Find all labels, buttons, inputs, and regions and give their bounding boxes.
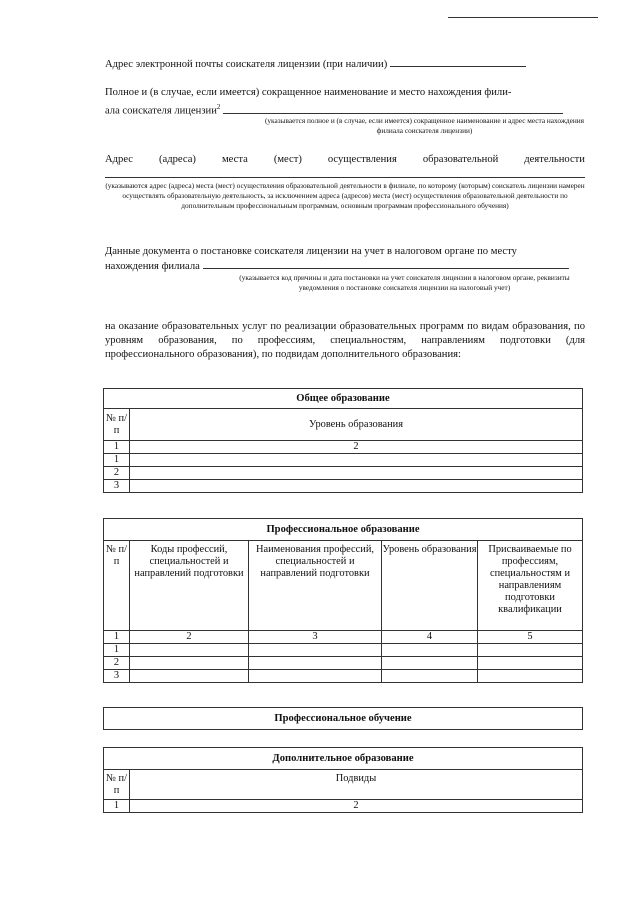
prof-num-cell: 4 [382,631,478,644]
general-education-table [103,388,583,493]
email-row [105,56,585,72]
prof-col-qualifications: Присваиваемые по профессиям, специальностям и направлениям подготовки квалификации [478,541,583,631]
prof-cell[interactable] [130,657,249,670]
footnote-mark: 2 [216,103,221,111]
prof-number-row [104,631,583,644]
row-number: 2 [104,657,130,670]
row-number: 1 [104,644,130,657]
general-level-cell[interactable] [130,454,583,467]
prof-col-num: № п/п [104,541,130,631]
address-word-2: (адреса) [159,154,196,165]
table-row [104,657,583,670]
additional-num-cell: 2 [130,800,583,813]
additional-education-table [103,747,583,813]
address-row [105,153,585,167]
prof-cell[interactable] [249,644,382,657]
prof-cell[interactable] [249,670,382,683]
tax-hint: (указывается код причины и дата постановки на учет соискателя лицензии в налоговом органе, реквизиты уведомления о постановке соискателя лицензии на налоговый учет) [239,273,570,292]
address-field[interactable] [105,177,585,178]
branch-name-hint: (указывается полное и (в случае, если имеется) сокращенное наименование и адрес места нахождения филиала соискателя лицензии) [264,116,585,135]
professional-training-title: Профессиональное обучение [104,708,583,730]
address-word-7: деятельности [524,154,585,165]
prof-col-codes: Коды профессий, специальностей и направлений подготовки [130,541,249,631]
prof-cell[interactable] [130,644,249,657]
row-number: 3 [104,670,130,683]
services-paragraph: на оказание образовательных услуг по реализации образовательных программ по видам образования, по уровням образования, по профессиям, специальностям, направлениям подготовки (для профессионального образования), по подвидам дополнительного образования: [105,321,585,360]
branch-name-line1: Полное и (в случае, если имеется) сокращенное наименование и место нахождения фили- [105,87,512,98]
prof-cell[interactable] [382,644,478,657]
tax-line2-row [105,258,585,274]
address-word-6: образовательной [422,154,499,165]
additional-num-cell: 1 [104,800,130,813]
table-row [104,480,583,493]
table-row [104,454,583,467]
general-num-cell: 1 [104,441,130,454]
address-hint: (указываются адрес (адреса) места (мест) осуществления образовательной деятельности в филиале, по которому (которым) соискатель лицензии намерен осуществлять образовательную деятельность, за исключением адреса (адресов) места (мест) осуществления образовательной деятельности по дополнительным профессиональным программам, основным программам профессионального обучения) [105,181,585,210]
top-rule [448,17,598,18]
general-number-row [104,441,583,454]
professional-education-table [103,518,583,683]
general-col-level: Уровень образования [130,409,583,441]
prof-num-cell: 3 [249,631,382,644]
prof-cell[interactable] [249,657,382,670]
tax-line1: Данные документа о постановке соискателя лицензии на учет в налоговом органе по месту [105,246,517,257]
row-number: 3 [104,480,130,493]
table-row [104,467,583,480]
prof-cell[interactable] [382,670,478,683]
prof-cell[interactable] [478,657,583,670]
table-row [104,644,583,657]
address-word-3: места [221,154,248,165]
email-label: Адрес электронной почты соискателя лицензии (при наличии) [105,59,388,70]
prof-num-cell: 2 [130,631,249,644]
branch-name-line2: ала соискателя лицензии [105,105,217,117]
prof-cell[interactable] [478,670,583,683]
general-level-cell[interactable] [130,467,583,480]
address-word-1: Адрес [105,154,134,165]
general-num-cell: 2 [130,441,583,454]
additional-col-num: № п/п [104,770,130,800]
prof-col-names: Наименования профессий, специальностей и направлений подготовки [249,541,382,631]
prof-cell[interactable] [382,657,478,670]
professional-education-title: Профессиональное образование [104,519,583,541]
row-number: 1 [104,454,130,467]
prof-col-level: Уровень образования [382,541,478,631]
address-word-5: осуществления [327,154,397,165]
prof-num-cell: 5 [478,631,583,644]
additional-education-title: Дополнительное образование [104,748,583,770]
table-row [104,670,583,683]
professional-training-table [103,707,583,730]
prof-num-cell: 1 [104,631,130,644]
general-level-cell[interactable] [130,480,583,493]
branch-name-field[interactable] [223,103,563,114]
general-education-title: Общее образование [104,389,583,409]
email-field[interactable] [390,56,526,67]
tax-field[interactable] [203,258,569,269]
address-word-4: (мест) [273,154,302,165]
tax-line2: нахождения филиала [105,261,200,272]
additional-number-row [104,800,583,813]
row-number: 2 [104,467,130,480]
general-col-num: № п/п [104,409,130,441]
additional-col-subtypes: Подвиды [130,770,583,800]
prof-cell[interactable] [478,644,583,657]
prof-cell[interactable] [130,670,249,683]
